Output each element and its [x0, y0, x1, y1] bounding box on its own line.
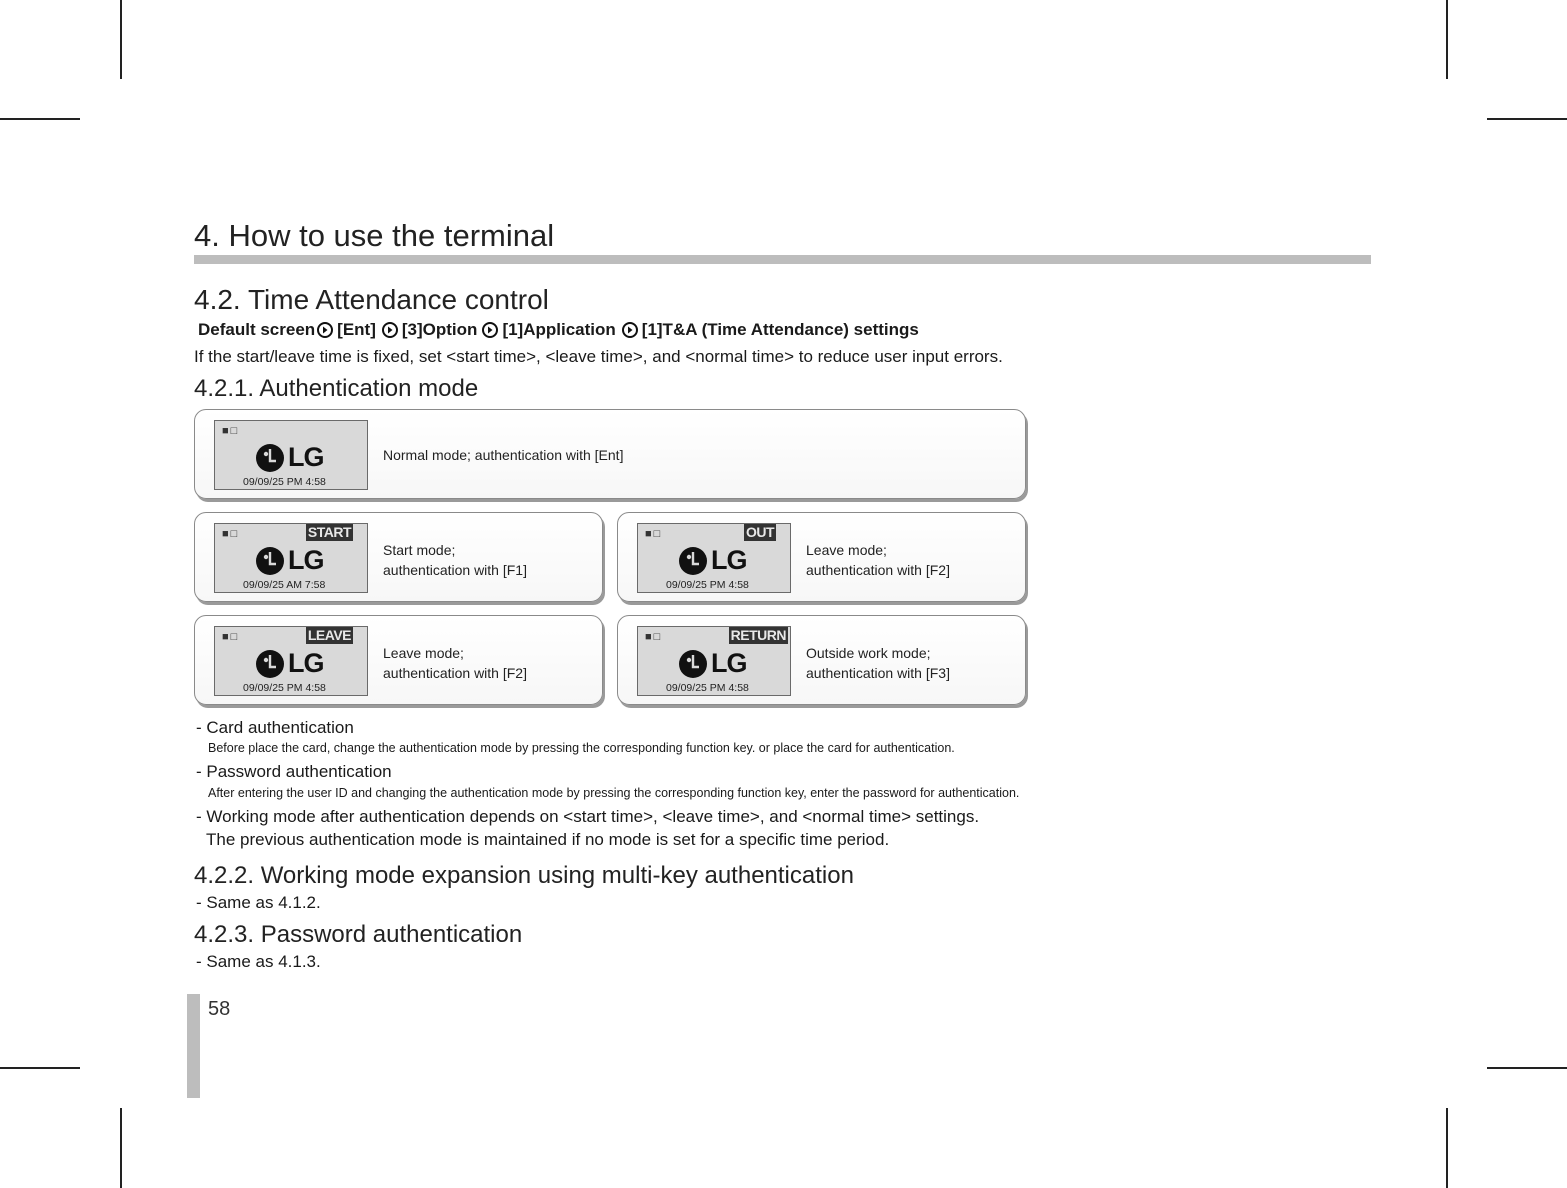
status-icons: ■□ [222, 425, 240, 437]
section-intro: If the start/leave time is fixed, set <start time>, <leave time>, and <normal time> to reduce user input errors. [194, 347, 1003, 366]
crop-mark [120, 0, 122, 79]
menu-path-step: [1]Application [502, 320, 616, 339]
menu-path [198, 320, 919, 340]
status-icons: ■□ [222, 631, 240, 643]
card-auth-title: - Card authentication [196, 718, 354, 737]
lg-logo-text: LG [288, 545, 324, 575]
lg-logo-text: LG [711, 648, 747, 678]
arrow-right-circle-icon [622, 322, 638, 338]
crop-mark [1487, 1067, 1567, 1069]
mode-badge: RETURN [730, 627, 786, 643]
arrow-right-circle-icon [482, 322, 498, 338]
multi-key-title: 4.2.2. Working mode expansion using multi-key authentication [194, 862, 854, 889]
lg-face-icon [678, 546, 708, 576]
auth-mode-title: 4.2.1. Authentication mode [194, 375, 479, 402]
page-number-bar [187, 994, 200, 1098]
lg-logo [255, 648, 324, 679]
mode-badge: OUT [745, 524, 774, 540]
multi-key-text: - Same as 4.1.2. [196, 893, 321, 912]
crop-mark [1446, 0, 1448, 79]
chapter-rule [194, 255, 1371, 264]
status-icons: ■□ [222, 528, 240, 540]
mode-description-line: authentication with [F2] [383, 664, 527, 681]
mode-description [806, 644, 950, 683]
mode-description [383, 541, 527, 580]
mode-description-line: Leave mode; [383, 645, 464, 661]
lg-face-icon [678, 649, 708, 679]
mode-panel-leave [194, 615, 603, 705]
password-auth-title: - Password authentication [196, 762, 392, 781]
page-number: 58 [208, 998, 231, 1020]
lcd-timestamp: 09/09/25 PM 4:58 [243, 476, 326, 488]
crop-mark [120, 1108, 122, 1188]
lg-logo [678, 545, 747, 576]
lcd-screen [214, 420, 368, 490]
mode-description-line: authentication with [F2] [806, 561, 950, 578]
card-auth-text: Before place the card, change the authentication mode by pressing the corresponding function key. or place the card for authentication. [208, 741, 955, 755]
working-mode-text: The previous authentication mode is maintained if no mode is set for a specific time period. [206, 830, 890, 849]
mode-panel-normal [194, 409, 1026, 499]
lcd-screen [214, 523, 368, 593]
lg-logo [678, 648, 747, 679]
lg-face-icon [255, 443, 285, 473]
crop-mark [1487, 118, 1567, 120]
crop-mark [1446, 1108, 1448, 1188]
arrow-right-circle-icon [317, 322, 333, 338]
lg-logo [255, 545, 324, 576]
mode-badge: LEAVE [307, 627, 351, 643]
lg-face-icon [255, 546, 285, 576]
mode-description-line: Leave mode; [806, 542, 887, 558]
mode-panel-out [617, 512, 1026, 602]
lcd-screen [637, 626, 791, 696]
lg-logo [255, 442, 324, 473]
mode-description: Normal mode; authentication with [Ent] [383, 447, 624, 463]
working-mode-title: - Working mode after authentication depends on <start time>, <leave time>, and <normal time> settings. [196, 807, 980, 826]
mode-badge: START [307, 524, 351, 540]
mode-description-line: Start mode; [383, 542, 456, 558]
menu-path-step: Default screen [198, 320, 316, 339]
mode-description [383, 644, 527, 683]
lcd-timestamp: 09/09/25 PM 4:58 [666, 579, 749, 591]
mode-description-line: authentication with [F3] [806, 664, 950, 681]
status-icons: ■□ [645, 528, 663, 540]
password-auth-text: After entering the user ID and changing the authentication mode by pressing the corresponding function key, enter the password for authentication. [208, 786, 1020, 800]
mode-description-line: authentication with [F1] [383, 561, 527, 578]
lcd-timestamp: 09/09/25 PM 4:58 [666, 682, 749, 694]
menu-path-step: [Ent] [337, 320, 376, 339]
lcd-timestamp: 09/09/25 PM 4:58 [243, 682, 326, 694]
lcd-screen [214, 626, 368, 696]
mode-panel-start [194, 512, 603, 602]
mode-description [806, 541, 950, 580]
lcd-screen [637, 523, 791, 593]
status-icons: ■□ [645, 631, 663, 643]
crop-mark [0, 1067, 80, 1069]
section-title: 4.2. Time Attendance control [194, 284, 549, 315]
mode-description-line: Outside work mode; [806, 645, 931, 661]
lg-logo-text: LG [288, 442, 324, 472]
password-section-text: - Same as 4.1.3. [196, 952, 321, 971]
lg-logo-text: LG [711, 545, 747, 575]
chapter-title: 4. How to use the terminal [194, 218, 555, 253]
arrow-right-circle-icon [382, 322, 398, 338]
menu-path-step: [3]Option [401, 320, 478, 339]
lg-face-icon [255, 649, 285, 679]
lcd-timestamp: 09/09/25 AM 7:58 [243, 579, 326, 591]
menu-path-step: [1]T&A (Time Attendance) settings [641, 320, 919, 339]
password-section-title: 4.2.3. Password authentication [194, 921, 523, 948]
lg-logo-text: LG [288, 648, 324, 678]
crop-mark [0, 118, 80, 120]
mode-panel-return [617, 615, 1026, 705]
